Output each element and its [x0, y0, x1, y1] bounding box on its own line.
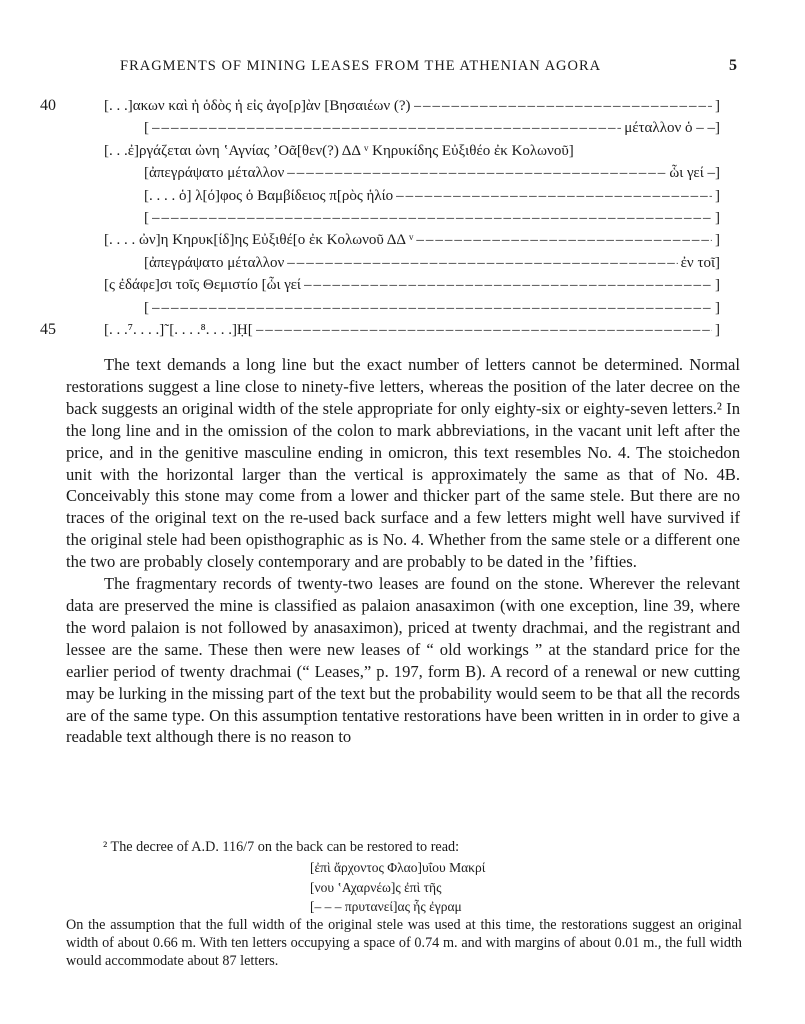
inscription-start: [ἀπεγράψατο μέταλλον [144, 254, 285, 271]
inscription-start: [ [144, 299, 149, 316]
inscription-end: ὧι γεί –] [669, 165, 720, 182]
inscription-line [40, 319, 720, 341]
inscription-end: ] [715, 277, 720, 294]
inscription-start: [. . .⁷. . . .]˜[. . . .⁸. . . .]Ḥ[ [104, 321, 253, 338]
inscription-text [144, 117, 720, 139]
inscription-end: ] [715, 232, 720, 249]
inscription-start: [. . . . ὠν]η Κηρυκ[ίδ]ης Εὐξιθέ[ο ἐκ Κολωνοῦ ΔΔ ᵛ [104, 232, 414, 249]
inscription-line [40, 162, 720, 184]
body-text [66, 354, 740, 748]
footnote-intro: ² The decree of A.D. 116/7 on the back can be restored to read: [103, 839, 460, 855]
footnote-greek-line: [ἐπὶ ἄρχοντος Φλαο]υΐου Μακρί [310, 860, 486, 875]
inscription-line [40, 229, 720, 251]
line-number: 45 [40, 320, 56, 338]
inscription-line [40, 185, 720, 207]
inscription-line [40, 252, 720, 274]
inscription-start: [ [144, 120, 149, 137]
inscription-line [40, 297, 720, 319]
lacuna-dashes [287, 252, 677, 274]
inscription-text [144, 207, 720, 229]
body-paragraph: The fragmentary records of twenty-two leases are found on the stone. Wherever the relevant data are preserved the mine is classified as palaion anasaximon (with one exception, line 39, where the word palaion is not followed by anasaximon), priced at twenty drachmai, and the registrant and lessee are the same. These then were new leases of “ old workings ” at the standard price for the earlier period of twenty drachmai (“ Leases,” p. 197, form B). A record of a renewal or new cutting may be lurking in the missing part of the text but the probability would seem to be that all the records are of the same type. On this assumption tentative restorations have been written in in order to give a readable text although there is no reason to [66, 574, 740, 747]
inscription-block [40, 95, 720, 341]
inscription-line [40, 274, 720, 296]
inscription-start: [. . .ἐ]ργάζεται ὠνη ʽΑγνίας ʼΟᾶ[θεν(?) ΔΔ ᵛ Κηρυκίδης Εὐξιθέο ἐκ Κολωνοῦ] [104, 142, 574, 159]
inscription-end: ἐν τοῖ] [680, 254, 720, 271]
inscription-text [104, 319, 720, 341]
inscription-end: ] [715, 321, 720, 338]
inscription-line [40, 140, 720, 162]
inscription-line [40, 95, 720, 117]
lacuna-dashes [304, 274, 712, 296]
footnote-greek-line: [– – – πρυτανεί]ας ἧς ἐγραμ [310, 899, 462, 914]
footnote-text: On the assumption that the full width of the original stele was used at this time, the restorations suggest an original width of about 0.66 m. With ten letters occupying a space of 0.74 m. and with margins of about 0.01 m., the full width would accommodate about 87 letters. [66, 917, 742, 969]
line-number: 40 [40, 97, 56, 114]
lacuna-dashes [256, 319, 712, 341]
lacuna-dashes [152, 207, 712, 229]
inscription-start: [. . .]ακων καὶ ἡ ὁδὸς ἡ εἰς ἀγο[ρ]ὰν [Βησαιέων (?) [104, 98, 411, 114]
inscription-text [104, 229, 720, 251]
lacuna-dashes [416, 229, 712, 251]
inscription-start: [ [144, 209, 149, 226]
inscription-text [104, 140, 720, 162]
lacuna-dashes [152, 297, 712, 319]
lacuna-dashes [396, 185, 712, 207]
lacuna-dashes [152, 117, 621, 139]
inscription-end: μέταλλον ὁ – –] [624, 120, 720, 137]
inscription-text [144, 297, 720, 319]
inscription-text [144, 162, 720, 184]
footnote-greek-restoration [310, 858, 630, 917]
footnote-greek-line: [νου ʽΑχαρνέω]ς ἐπὶ τῆς [310, 879, 442, 895]
inscription-text [104, 95, 720, 117]
lacuna-dashes [414, 95, 712, 117]
inscription-end: ] [715, 299, 720, 316]
running-title: FRAGMENTS OF MINING LEASES FROM THE ATHENIAN AGORA [120, 58, 602, 74]
inscription-end: ] [715, 209, 720, 226]
inscription-text [104, 274, 720, 296]
body-paragraph: The text demands a long line but the exact number of letters cannot be determined. Normal restorations suggest a line close to ninety-five letters, whereas the position of the later decree on the back suggests an original width of the stele appropriate for only eighty-six or eighty-seven letters.² In the long line and in the omission of the colon to mark abbreviations, in the vacant unit left after the price, and in the genitive masculine ending in omicron, this text resembles No. 4. The stoichedon unit with the horizontal larger than the vertical is approximately the same as that of No. 4B. Conceivably this stone may come from a lower and thicker part of the same stele. But there are no traces of the original text on the re-used back surface and a few letters might well have survived if the original stele had been opisthographic as is No. 4. Whether from the same stele or a different one the two are probably closely contemporary and are probably to be dated in the ’fifties. [66, 355, 740, 572]
inscription-text [144, 252, 720, 274]
inscription-end: ] [715, 187, 720, 204]
page-number: 5 [729, 57, 737, 74]
inscription-line [40, 117, 720, 139]
inscription-start: [. . . . ὁ] λ[ό]φος ὁ Βαμβίδειος π[ρὸς ἡλίο [144, 187, 394, 204]
inscription-start: [ἀπεγράψατο μέταλλον [144, 165, 285, 182]
inscription-end: ] [715, 98, 720, 114]
inscription-text [144, 185, 720, 207]
inscription-line [40, 207, 720, 229]
inscription-start: [ς ἐδάφε]σι τοῖς Θεμιστίο [ὧι γεί [104, 277, 301, 294]
lacuna-dashes [287, 162, 666, 184]
